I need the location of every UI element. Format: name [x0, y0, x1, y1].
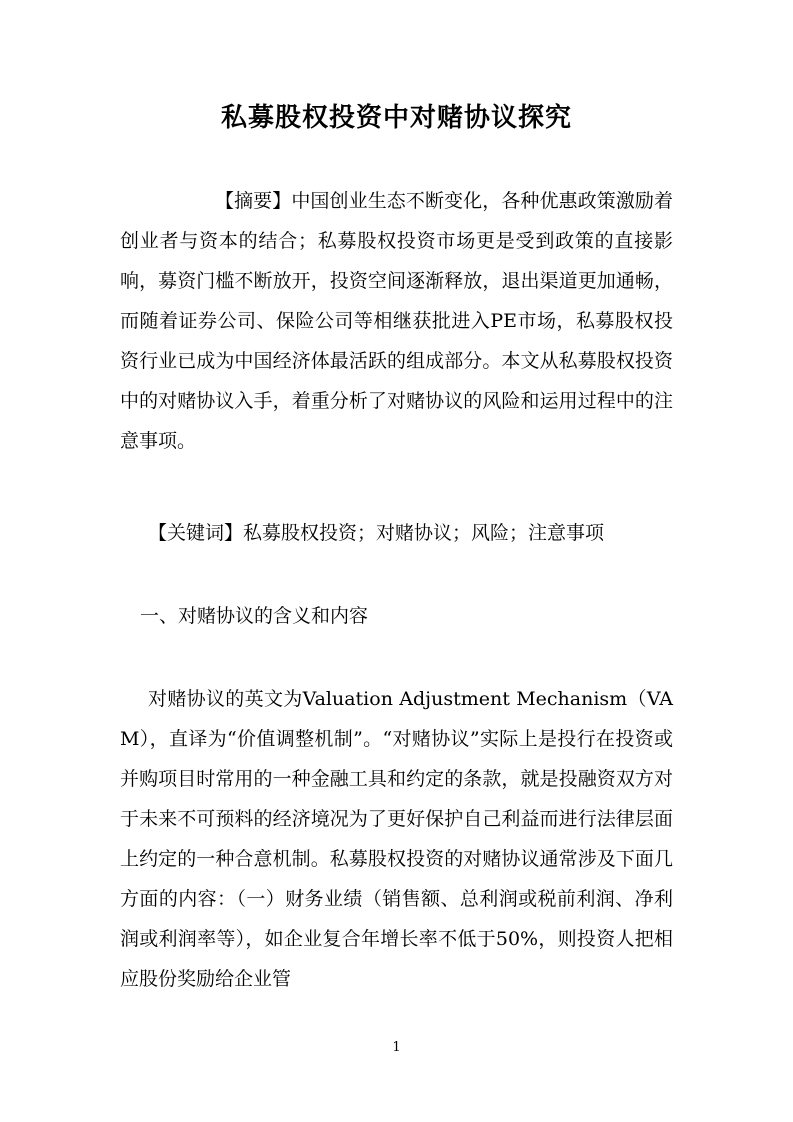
- section-heading: 一、对赌协议的含义和内容: [140, 605, 369, 627]
- section-body-paragraph: 对赌协议的英文为Valuation Adjustment Mechanism（VAM），直译为“价值调整机制”。“对赌协议”实际上是投行在投资或并购项目时常用的一种金融工具和约定的条款，就是投融资双方对于未来不可预料的经济境况为了更好保护自己利益而进行法律层面上约定的一种合意机制。私募股权投资的对赌协议通常涉及下面几方面的内容：（一）财务业绩（销售额、总利润或税前利润、净利润或利润率等），如企业复合年增长率不低于50%，则投资人把相应股份奖励给企业管: [120, 688, 673, 990]
- page-number: 1: [392, 1040, 401, 1055]
- document-title: 私募股权投资中对赌协议探究: [220, 103, 572, 133]
- keywords-paragraph: 【关键词】私募股权投资；对赌协议；风险；注意事项: [148, 522, 605, 544]
- abstract-paragraph: 【摘要】中国创业生态不断变化，各种优惠政策激励着创业者与资本的结合；私募股权投资市场更是受到政策的直接影响，募资门槛不断放开，投资空间逐渐释放，退出渠道更加通畅，而随着证券公司、保险公司等相继获批进入PE市场，私募股权投资行业已成为中国经济体最活跃的组成部分。本文从私募股权投资中的对赌协议入手，着重分析了对赌协议的风险和运用过程中的注意事项。: [120, 190, 673, 452]
